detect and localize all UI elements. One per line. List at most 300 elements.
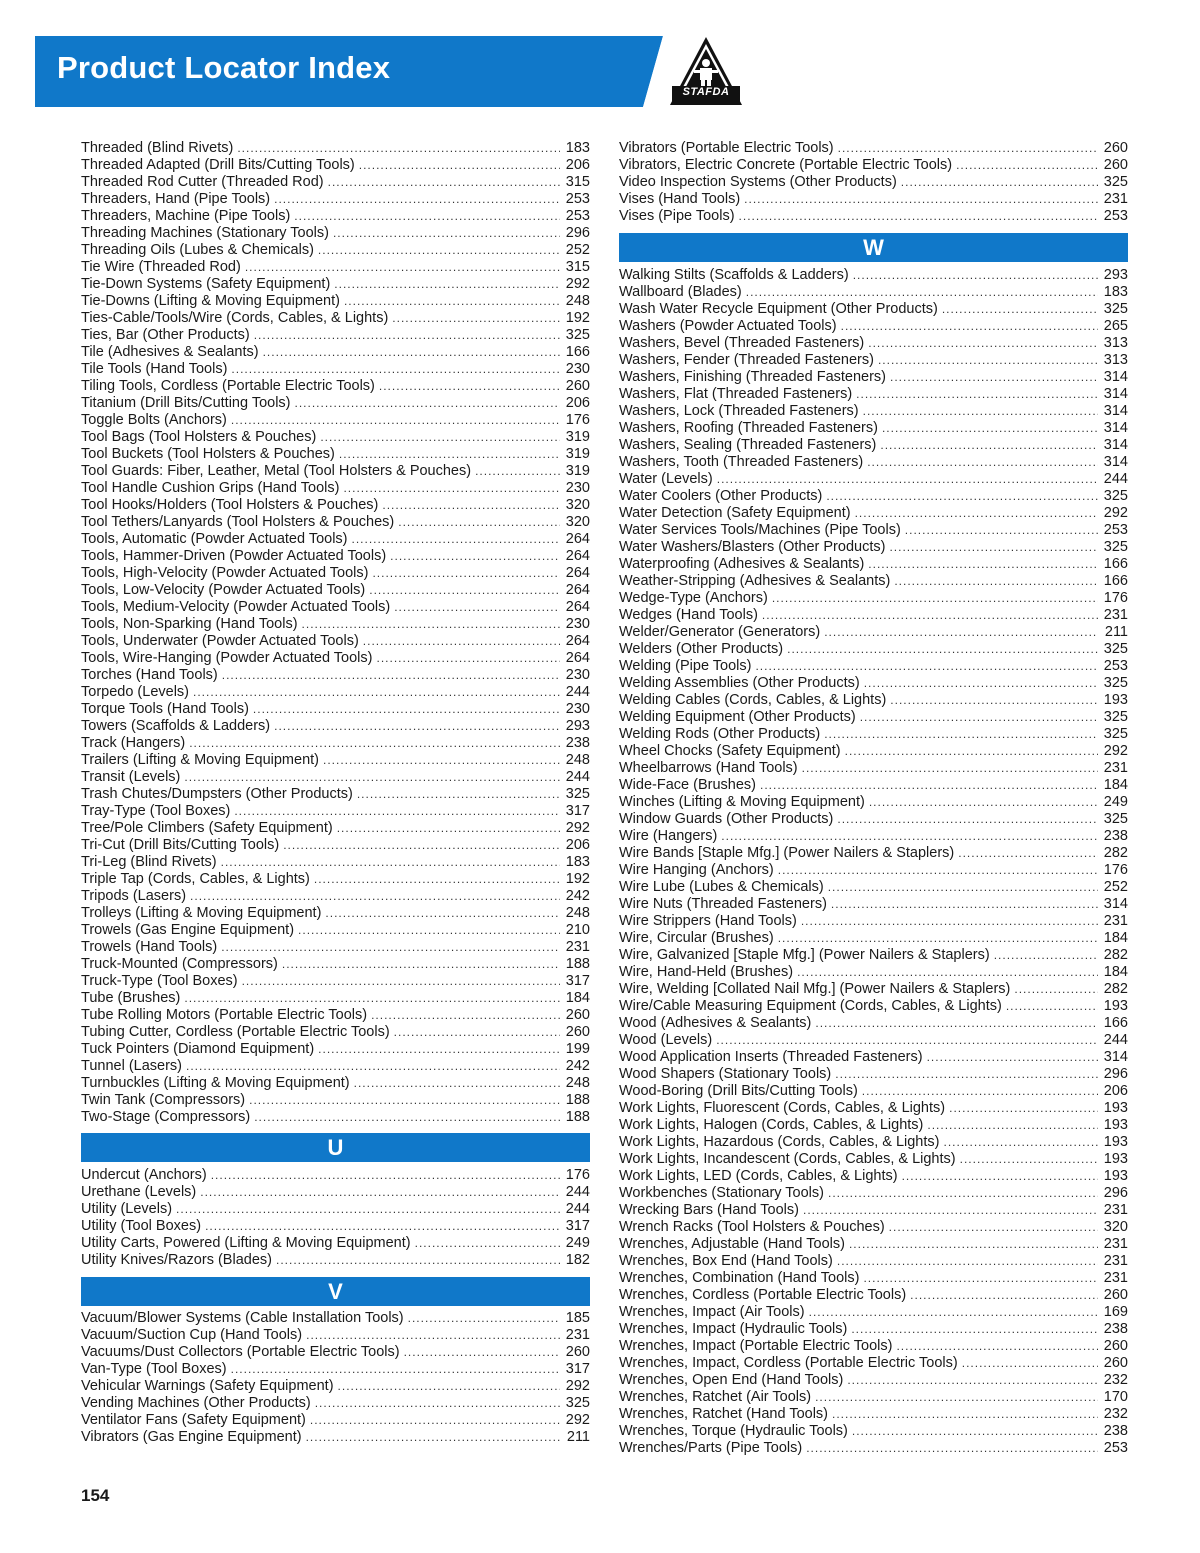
entry-label: Winches (Lifting & Moving Equipment) [619,794,865,810]
entry-label: Tool Buckets (Tool Holsters & Pouches) [81,446,335,462]
entry-label: Tools, Wire-Hanging (Powder Actuated Tools) [81,650,373,666]
index-entry [81,939,590,956]
dot-leader [960,1151,1098,1168]
entry-page-number: 231 [1103,1270,1128,1286]
entry-label: Weather-Stripping (Adhesives & Sealants) [619,573,891,589]
index-entry [619,191,1128,208]
entry-page-number: 317 [565,973,590,989]
dot-leader [333,225,560,242]
entry-label: Washers, Sealing (Threaded Fasteners) [619,437,877,453]
dot-leader [359,157,560,174]
dot-leader [815,1389,1098,1406]
entry-page-number: 188 [565,956,590,972]
index-entry [81,225,590,242]
entry-page-number: 260 [565,1024,590,1040]
entry-label: Tuck Pointers (Diamond Equipment) [81,1041,315,1057]
dot-leader [315,1395,560,1412]
entry-label: Wood Application Inserts (Threaded Fasteners) [619,1049,923,1065]
entry-page-number: 232 [1103,1406,1128,1422]
entry-label: Tools, Automatic (Powder Actuated Tools) [81,531,348,547]
entry-label: Washers, Bevel (Threaded Fasteners) [619,335,865,351]
index-entry [81,497,590,514]
entry-page-number: 166 [1103,556,1128,572]
entry-label: Water (Levels) [619,471,713,487]
entry-page-number: 253 [1103,208,1128,224]
entry-page-number: 292 [565,820,590,836]
index-entry [619,1355,1128,1372]
entry-label: Wrenches, Impact (Air Tools) [619,1304,805,1320]
entry-page-number: 252 [565,242,590,258]
dot-leader [868,556,1098,573]
entry-label: Video Inspection Systems (Other Products) [619,174,897,190]
entry-page-number: 320 [565,514,590,530]
index-entry [81,650,590,667]
entry-label: Wood (Adhesives & Sealants) [619,1015,812,1031]
v-entries-list-continued [619,140,1128,225]
entry-label: Work Lights, Halogen (Cords, Cables, & Lights) [619,1117,924,1133]
entry-page-number: 325 [565,1395,590,1411]
dot-leader [809,1304,1098,1321]
entry-label: Workbenches (Stationary Tools) [619,1185,824,1201]
index-entry [81,1327,590,1344]
entry-page-number: 199 [565,1041,590,1057]
dot-leader [334,276,560,293]
dot-leader [853,267,1098,284]
index-entry [619,369,1128,386]
entry-label: Vibrators (Portable Electric Tools) [619,140,834,156]
entry-page-number: 166 [565,344,590,360]
dot-leader [994,947,1098,964]
entry-page-number: 248 [565,905,590,921]
entry-label: Torpedo (Levels) [81,684,189,700]
entry-label: Vibrators, Electric Concrete (Portable Electric Tools) [619,157,953,173]
entry-page-number: 206 [1103,1083,1128,1099]
entry-label: Wide-Face (Brushes) [619,777,756,793]
entry-page-number: 230 [565,701,590,717]
index-entry [81,871,590,888]
entry-page-number: 231 [1103,1253,1128,1269]
index-entry [619,140,1128,157]
dot-leader [1014,981,1098,998]
dot-leader [851,1321,1098,1338]
index-entry [619,1236,1128,1253]
dot-leader [394,599,560,616]
dot-leader [845,743,1098,760]
index-entry [81,973,590,990]
entry-page-number: 244 [565,1201,590,1217]
dot-leader [337,820,560,837]
dot-leader [803,1202,1098,1219]
index-entry [81,446,590,463]
dot-leader [863,403,1098,420]
entry-page-number: 260 [1103,1287,1128,1303]
entry-label: Washers, Finishing (Threaded Fasteners) [619,369,887,385]
dot-leader [826,488,1098,505]
entry-page-number: 210 [565,922,590,938]
entry-page-number: 192 [565,871,590,887]
index-entry [81,1167,590,1184]
entry-label: Tripods (Lasers) [81,888,187,904]
entry-label: Wood (Levels) [619,1032,713,1048]
index-entry [81,718,590,735]
entry-label: Towers (Scaffolds & Ladders) [81,718,271,734]
index-entry [81,1344,590,1361]
entry-page-number: 231 [1103,191,1128,207]
index-entry [619,947,1128,964]
dot-leader [802,760,1098,777]
entry-page-number: 319 [565,463,590,479]
entry-label: Welding Rods (Other Products) [619,726,821,742]
index-entry [81,1058,590,1075]
entry-page-number: 260 [1103,157,1128,173]
dot-leader [475,463,560,480]
dot-leader [234,803,560,820]
entry-label: Wood Shapers (Stationary Tools) [619,1066,832,1082]
entry-label: Tray-Type (Tool Boxes) [81,803,231,819]
index-entry [619,1185,1128,1202]
index-entry [81,1361,590,1378]
entry-page-number: 325 [1103,675,1128,691]
index-entry [619,157,1128,174]
entry-label: Wash Water Recycle Equipment (Other Products) [619,301,938,317]
entry-page-number: 325 [1103,301,1128,317]
entry-page-number: 292 [1103,505,1128,521]
dot-leader [200,1184,560,1201]
index-entry [81,803,590,820]
index-entry [81,395,590,412]
dot-leader [943,1134,1098,1151]
entry-page-number: 293 [565,718,590,734]
index-entry [81,956,590,973]
entry-label: Tie-Down Systems (Safety Equipment) [81,276,331,292]
dot-leader [354,1075,560,1092]
entry-page-number: 296 [1103,1066,1128,1082]
entry-page-number: 320 [1103,1219,1128,1235]
index-entry [619,335,1128,352]
entry-page-number: 184 [1103,930,1128,946]
dot-leader [896,1338,1098,1355]
dot-leader [404,1344,560,1361]
dot-leader [721,828,1098,845]
entry-page-number: 314 [1103,1049,1128,1065]
dot-leader [394,1024,560,1041]
entry-label: Transit (Levels) [81,769,181,785]
entry-label: Tree/Pole Climbers (Safety Equipment) [81,820,333,836]
index-entry [81,140,590,157]
entry-label: Tool Tethers/Lanyards (Tool Holsters & Pouches) [81,514,395,530]
entry-label: Vibrators (Gas Engine Equipment) [81,1429,302,1445]
entry-page-number: 314 [1103,369,1128,385]
index-entry [619,964,1128,981]
entry-label: Washers, Fender (Threaded Fasteners) [619,352,874,368]
entry-label: Threading Machines (Stationary Tools) [81,225,329,241]
entry-label: Tubing Cutter, Cordless (Portable Electric Tools) [81,1024,390,1040]
entry-page-number: 244 [565,769,590,785]
index-entry [81,242,590,259]
entry-label: Vises (Pipe Tools) [619,208,735,224]
t-entries-list [81,140,590,1126]
index-entry [619,284,1128,301]
entry-label: Threaded (Blind Rivets) [81,140,234,156]
dot-leader [294,208,560,225]
entry-page-number: 166 [1103,573,1128,589]
dot-leader [815,1015,1098,1032]
entry-page-number: 264 [565,599,590,615]
dot-leader [894,573,1098,590]
dot-leader [797,964,1098,981]
entry-page-number: 238 [1103,828,1128,844]
entry-label: Toggle Bolts (Anchors) [81,412,227,428]
entry-page-number: 325 [1103,709,1128,725]
index-entry [81,378,590,395]
dot-leader [323,752,560,769]
dot-leader [392,310,560,327]
index-column-right [619,140,1128,1457]
index-entry [619,437,1128,454]
index-entry [619,845,1128,862]
index-entry [619,488,1128,505]
entry-label: Wrenches, Adjustable (Hand Tools) [619,1236,845,1252]
entry-label: Tool Hooks/Holders (Tool Holsters & Pouches) [81,497,379,513]
index-entry [81,157,590,174]
dot-leader [186,1058,560,1075]
page-header-banner [35,36,745,107]
index-entry [81,752,590,769]
entry-label: Trolleys (Lifting & Moving Equipment) [81,905,322,921]
entry-page-number: 230 [565,361,590,377]
dot-leader [760,777,1098,794]
entry-page-number: 260 [565,378,590,394]
index-entry [81,854,590,871]
dot-leader [942,301,1098,318]
dot-leader [371,1007,560,1024]
index-entry [81,429,590,446]
entry-page-number: 317 [565,1218,590,1234]
entry-label: Welders (Other Products) [619,641,784,657]
entry-page-number: 317 [565,803,590,819]
dot-leader [890,369,1098,386]
index-entry [619,726,1128,743]
dot-leader [254,327,560,344]
entry-page-number: 244 [565,684,590,700]
dot-leader [254,1109,560,1126]
dot-leader [237,140,560,157]
dot-leader [190,888,560,905]
entry-label: Threaders, Machine (Pipe Tools) [81,208,291,224]
index-entry [619,913,1128,930]
entry-label: Vending Machines (Other Products) [81,1395,311,1411]
entry-label: Wedges (Hand Tools) [619,607,758,623]
index-entry [81,1109,590,1126]
dot-leader [249,1092,560,1109]
entry-page-number: 169 [1103,1304,1128,1320]
dot-leader [832,1406,1098,1423]
entry-page-number: 184 [565,990,590,1006]
entry-label: Wheel Chocks (Safety Equipment) [619,743,841,759]
entry-label: Wire Strippers (Hand Tools) [619,913,797,929]
index-entry [619,556,1128,573]
index-entry [81,616,590,633]
entry-label: Washers, Lock (Threaded Fasteners) [619,403,859,419]
dot-leader [205,1218,560,1235]
dot-leader [746,284,1098,301]
entry-label: Torches (Hand Tools) [81,667,218,683]
index-entry [81,480,590,497]
entry-page-number: 296 [1103,1185,1128,1201]
dot-leader [339,446,560,463]
entry-page-number: 249 [1103,794,1128,810]
dot-leader [274,718,560,735]
entry-page-number: 264 [565,650,590,666]
dot-leader [369,582,560,599]
index-entry [81,1378,590,1395]
entry-page-number: 292 [565,1412,590,1428]
entry-page-number: 230 [565,616,590,632]
entry-page-number: 183 [1103,284,1128,300]
index-entry [81,463,590,480]
index-entry [619,590,1128,607]
entry-label: Trailers (Lifting & Moving Equipment) [81,752,319,768]
entry-page-number: 260 [1103,140,1128,156]
entry-label: Welding Equipment (Other Products) [619,709,856,725]
u-entries-list [81,1167,590,1269]
entry-page-number: 166 [1103,1015,1128,1031]
entry-label: Ventilator Fans (Safety Equipment) [81,1412,306,1428]
index-entry [81,1075,590,1092]
entry-page-number: 264 [565,531,590,547]
entry-label: Threaded Adapted (Drill Bits/Cutting Tools) [81,157,355,173]
dot-leader [744,191,1098,208]
dot-leader [231,412,560,429]
index-entry [619,174,1128,191]
entry-label: Wrenches, Impact (Hydraulic Tools) [619,1321,848,1337]
entry-label: Wire/Cable Measuring Equipment (Cords, Cables, & Lights) [619,998,1002,1014]
index-entry [81,361,590,378]
index-entry [81,922,590,939]
entry-label: Wrenches, Impact, Cordless (Portable Electric Tools) [619,1355,958,1371]
entry-label: Wrenches, Ratchet (Air Tools) [619,1389,812,1405]
entry-label: Washers, Roofing (Threaded Fasteners) [619,420,878,436]
entry-label: Trowels (Hand Tools) [81,939,218,955]
entry-label: Truck-Mounted (Compressors) [81,956,278,972]
entry-page-number: 253 [565,208,590,224]
index-entry [81,1007,590,1024]
dot-leader [787,641,1098,658]
dot-leader [902,1168,1098,1185]
entry-page-number: 260 [565,1007,590,1023]
index-entry [81,412,590,429]
entry-page-number: 176 [1103,590,1128,606]
index-entry [81,259,590,276]
index-entry [619,1066,1128,1083]
entry-label: Turnbuckles (Lifting & Moving Equipment) [81,1075,350,1091]
index-entry [81,208,590,225]
entry-page-number: 296 [565,225,590,241]
entry-label: Tube (Brushes) [81,990,181,1006]
logo-wordmark: STAFDA [682,86,730,98]
entry-label: Work Lights, LED (Cords, Cables, & Lights) [619,1168,898,1184]
index-entry [81,514,590,531]
entry-page-number: 176 [565,1167,590,1183]
entry-label: Vacuum/Suction Cup (Hand Tools) [81,1327,303,1343]
index-entry [619,267,1128,284]
dot-leader [295,395,561,412]
entry-label: Undercut (Anchors) [81,1167,207,1183]
index-entry [619,1287,1128,1304]
entry-label: Wrenches, Open End (Hand Tools) [619,1372,844,1388]
entry-page-number: 293 [1103,267,1128,283]
entry-label: Threading Oils (Lubes & Chemicals) [81,242,314,258]
entry-label: Water Detection (Safety Equipment) [619,505,851,521]
index-entry [619,760,1128,777]
entry-page-number: 282 [1103,981,1128,997]
dot-leader [856,386,1098,403]
page-number: 154 [81,1486,110,1505]
entry-page-number: 244 [565,1184,590,1200]
index-entry [81,1252,590,1269]
entry-label: Track (Hangers) [81,735,186,751]
dot-leader [189,735,560,752]
entry-label: Water Coolers (Other Products) [619,488,823,504]
entry-label: Van-Type (Tool Boxes) [81,1361,227,1377]
index-entry [81,548,590,565]
index-entry [81,1412,590,1429]
dot-leader [739,208,1098,225]
dot-leader [176,1201,560,1218]
entry-page-number: 325 [1103,811,1128,827]
index-entry [619,1270,1128,1287]
entry-label: Wire, Circular (Brushes) [619,930,774,946]
entry-label: Tools, Underwater (Powder Actuated Tools) [81,633,359,649]
dot-leader [841,318,1098,335]
entry-label: Ties-Cable/Tools/Wire (Cords, Cables, & Lights) [81,310,389,326]
dot-leader [184,990,560,1007]
index-entry [619,403,1128,420]
dot-leader [408,1310,560,1327]
entry-page-number: 260 [1103,1338,1128,1354]
dot-leader [357,786,560,803]
dot-leader [372,565,560,582]
dot-leader [325,905,560,922]
dot-leader [927,1049,1098,1066]
entry-label: Tunnel (Lasers) [81,1058,183,1074]
entry-page-number: 314 [1103,386,1128,402]
dot-leader [962,1355,1098,1372]
entry-page-number: 325 [1103,641,1128,657]
entry-page-number: 253 [1103,522,1128,538]
index-entry [81,1184,590,1201]
entry-label: Vises (Hand Tools) [619,191,741,207]
dot-leader [778,862,1098,879]
entry-page-number: 253 [1103,658,1128,674]
entry-page-number: 264 [565,582,590,598]
dot-leader [824,624,1098,641]
entry-label: Wrenches, Torque (Hydraulic Tools) [619,1423,848,1439]
index-entry [81,1201,590,1218]
dot-leader [276,1252,560,1269]
entry-page-number: 193 [1103,1151,1128,1167]
entry-label: Wire, Galvanized [Staple Mfg.] (Power Nailers & Staplers) [619,947,990,963]
entry-page-number: 325 [565,786,590,802]
index-entry [619,658,1128,675]
dot-leader [184,769,560,786]
dot-leader [806,1440,1098,1457]
entry-page-number: 314 [1103,896,1128,912]
entry-page-number: 314 [1103,454,1128,470]
dot-leader [282,956,560,973]
index-entry [619,420,1128,437]
entry-page-number: 170 [1103,1389,1128,1405]
